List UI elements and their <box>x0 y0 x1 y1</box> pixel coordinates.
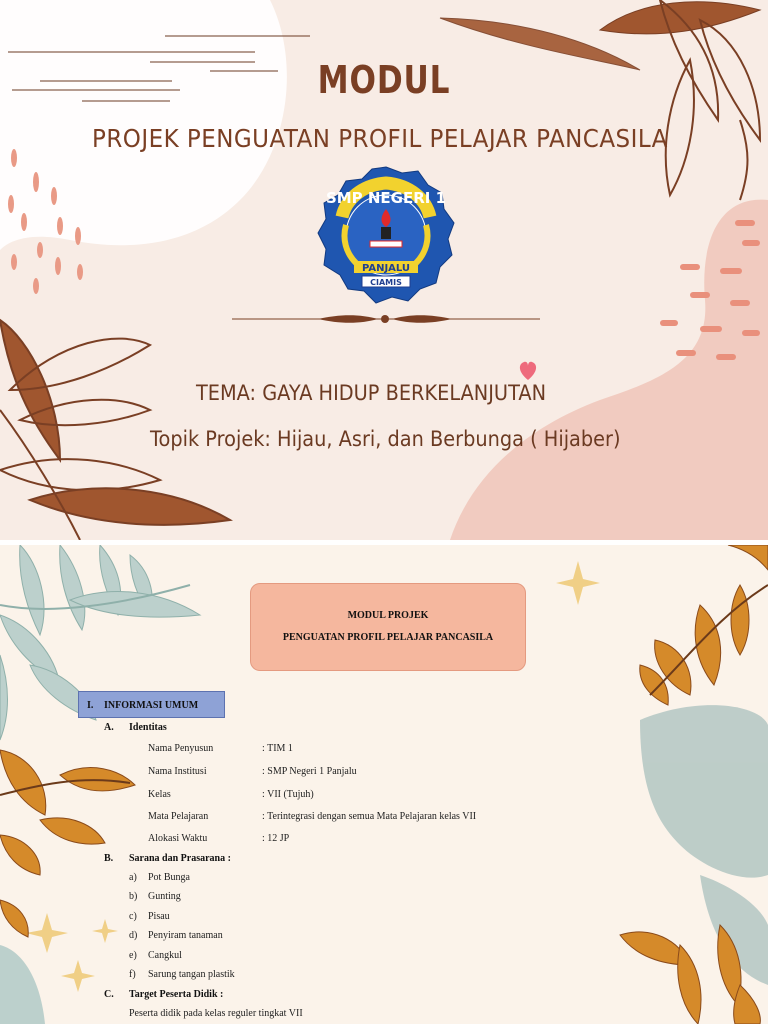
sarana-item-marker: a) <box>129 872 137 883</box>
identitas-label: Nama Institusi <box>148 766 207 777</box>
logo-text-mid: PANJALU <box>361 263 411 274</box>
identitas-label: Mata Pelajaran <box>148 811 209 822</box>
cover-tema: TEMA: GAYA HIDUP BERKELANJUTAN <box>196 381 547 405</box>
identitas-value: : 12 JP <box>262 833 290 844</box>
sarana-item-marker: d) <box>129 930 138 941</box>
identitas-title: Identitas <box>129 722 167 733</box>
content-page <box>0 545 768 1024</box>
header-box-line1: MODUL PROJEK <box>347 610 429 621</box>
sarana-title: Sarana dan Prasarana : <box>129 853 231 864</box>
section-number: I. <box>87 700 94 711</box>
cover-topik: Topik Projek: Hijau, Asri, dan Berbunga ( Hijaber) <box>150 427 621 451</box>
sarana-item: Penyiram tanaman <box>148 930 223 941</box>
logo-text-bottom: CIAMIS <box>370 278 402 287</box>
identitas-label: Alokasi Waktu <box>148 833 208 844</box>
sarana-item: Cangkul <box>148 950 182 961</box>
sarana-item-marker: c) <box>129 911 137 922</box>
divider-ornament <box>232 315 540 323</box>
target-text: Peserta didik pada kelas reguler tingkat VII <box>129 1008 303 1019</box>
sarana-item: Pisau <box>148 911 170 922</box>
target-letter: C. <box>104 989 114 1000</box>
sarana-item: Sarung tangan plastik <box>148 969 235 980</box>
sarana-letter: B. <box>104 853 114 864</box>
sarana-item: Gunting <box>148 891 181 902</box>
school-logo <box>316 165 456 305</box>
sarana-item-marker: f) <box>129 969 136 980</box>
identitas-value: : Terintegrasi dengan semua Mata Pelajaran kelas VII <box>262 811 477 822</box>
cover-subtitle: PROJEK PENGUATAN PROFIL PELAJAR PANCASILA <box>92 124 668 153</box>
section-title: INFORMASI UMUM <box>104 700 199 711</box>
identitas-value: : SMP Negeri 1 Panjalu <box>262 766 357 777</box>
identitas-value: : TIM 1 <box>262 743 293 754</box>
sarana-item-marker: e) <box>129 950 137 961</box>
header-box <box>250 583 526 671</box>
cover-title: MODUL <box>317 58 451 102</box>
identitas-label: Kelas <box>148 789 171 800</box>
header-box-line2: PENGUATAN PROFIL PELAJAR PANCASILA <box>282 632 494 643</box>
section-informasi-umum <box>78 691 225 718</box>
logo-text-top: SMP NEGERI 1 <box>325 189 447 207</box>
target-title: Target Peserta Didik : <box>129 989 224 1000</box>
identitas-value: : VII (Tujuh) <box>262 789 314 800</box>
sarana-item-marker: b) <box>129 891 138 902</box>
identitas-letter: A. <box>104 722 114 733</box>
sarana-item: Pot Bunga <box>148 872 190 883</box>
identitas-label: Nama Penyusun <box>148 743 214 754</box>
